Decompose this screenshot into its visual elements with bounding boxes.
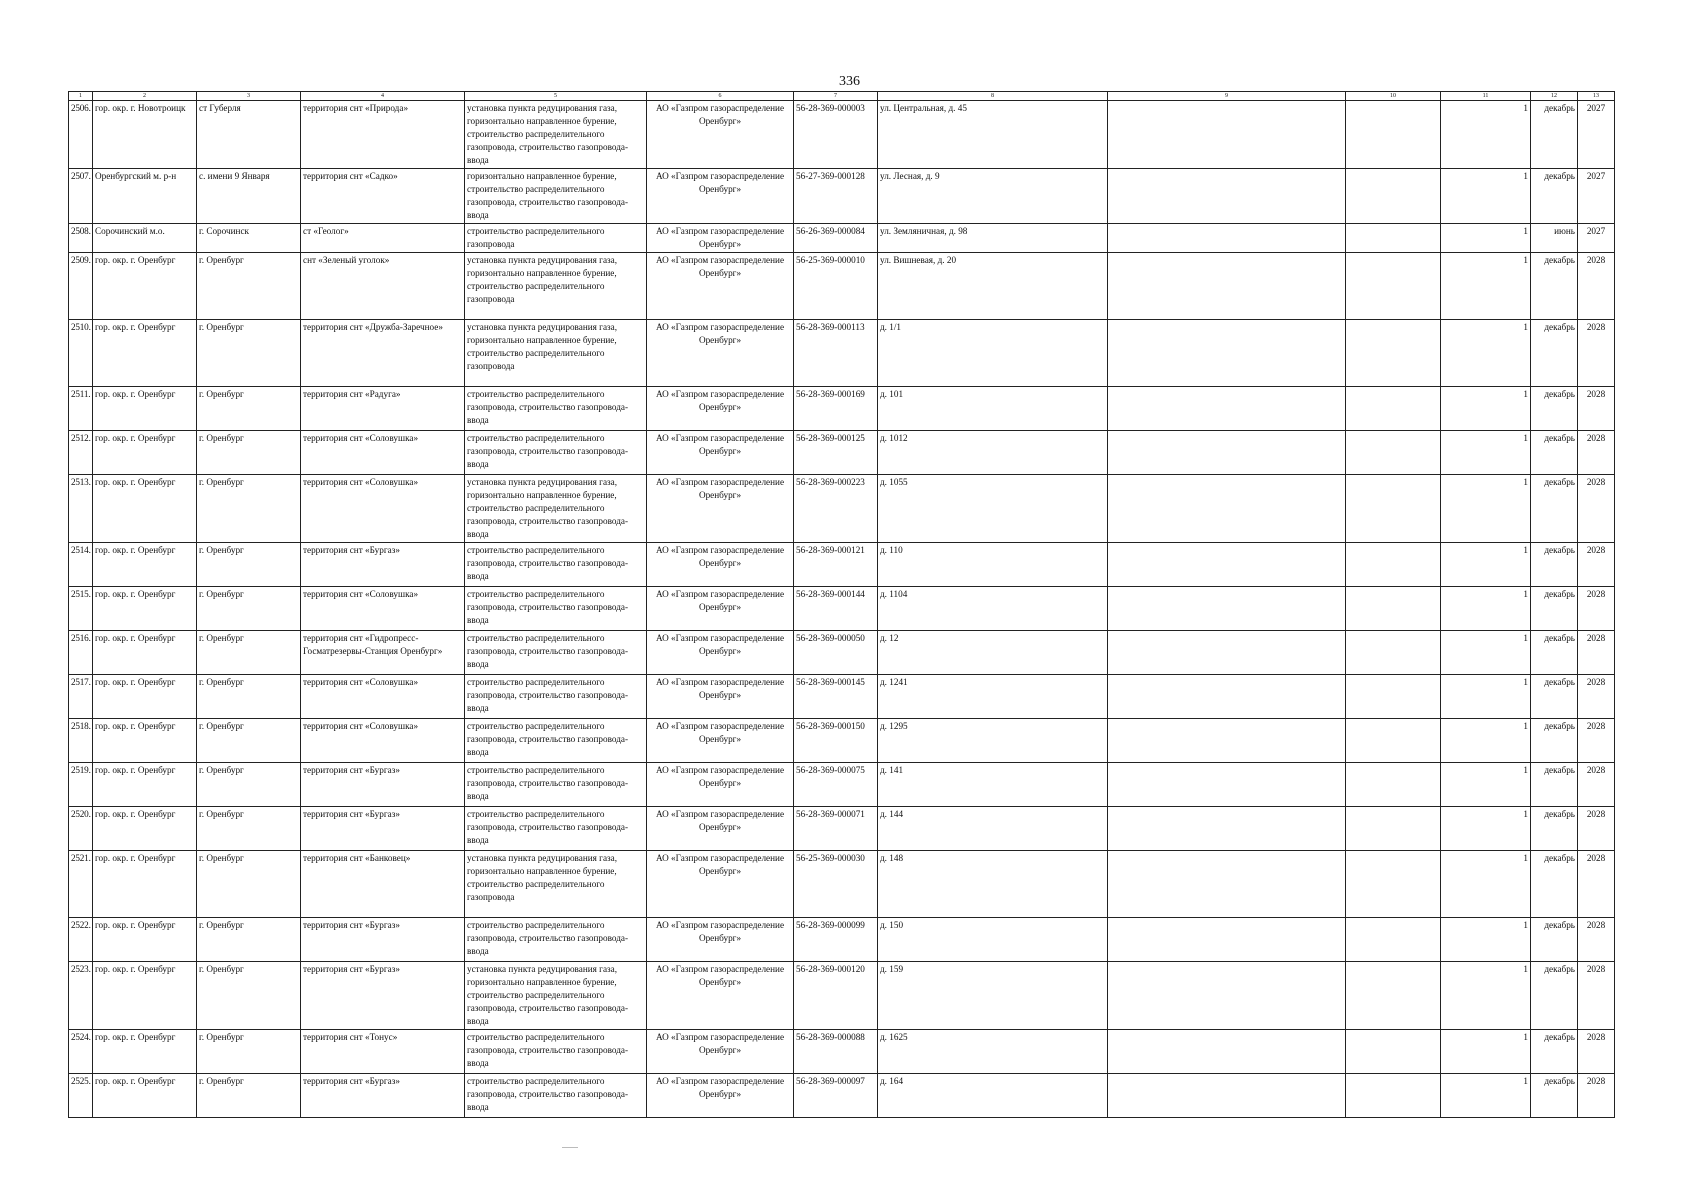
row-number: 2518.: [69, 719, 93, 763]
empty-cell: [1108, 431, 1346, 475]
table-row: [69, 631, 1615, 675]
year-cell: 2028: [1578, 1030, 1615, 1074]
quantity-cell: 1: [1441, 587, 1531, 631]
row-number: 2516.: [69, 631, 93, 675]
address-cell: ул. Лесная, д. 9: [878, 169, 1108, 224]
organization-cell: АО «Газпром газораспределение Оренбург»: [647, 719, 794, 763]
address-cell: д. 159: [878, 962, 1108, 1030]
table-row: [69, 587, 1615, 631]
work-description-cell: строительство распределительного газопровода, строительство газопровода-ввода: [465, 543, 647, 587]
row-number: 2514.: [69, 543, 93, 587]
month-cell: декабрь: [1531, 320, 1578, 387]
quantity-cell: 1: [1441, 224, 1531, 253]
empty-cell: [1108, 763, 1346, 807]
territory-cell: снт «Зеленый уголок»: [301, 253, 465, 320]
column-number: 13: [1578, 92, 1615, 101]
quantity-cell: 1: [1441, 431, 1531, 475]
column-number: 5: [465, 92, 647, 101]
empty-cell: [1108, 320, 1346, 387]
quantity-cell: 1: [1441, 631, 1531, 675]
empty-cell: [1108, 1030, 1346, 1074]
quantity-cell: 1: [1441, 1074, 1531, 1118]
year-cell: 2027: [1578, 224, 1615, 253]
work-description-cell: горизонтально направленное бурение, строительство распределительного газопровода, строительство газопровода-ввода: [465, 169, 647, 224]
empty-cell: [1346, 587, 1441, 631]
table-body: [69, 101, 1615, 1118]
table-row: [69, 719, 1615, 763]
object-code-cell: 56-28-369-000088: [794, 1030, 878, 1074]
territory-cell: территория снт «Бургаз»: [301, 1074, 465, 1118]
organization-cell: АО «Газпром газораспределение Оренбург»: [647, 1074, 794, 1118]
column-number: 11: [1441, 92, 1531, 101]
quantity-cell: 1: [1441, 320, 1531, 387]
object-code-cell: 56-28-369-000150: [794, 719, 878, 763]
district-cell: гор. окр. г. Оренбург: [93, 543, 197, 587]
empty-cell: [1346, 675, 1441, 719]
gasification-table: [68, 91, 1615, 1118]
work-description-cell: строительство распределительного газопровода, строительство газопровода-ввода: [465, 631, 647, 675]
table-row: [69, 675, 1615, 719]
work-description-cell: строительство распределительного газопровода, строительство газопровода-ввода: [465, 1030, 647, 1074]
organization-cell: АО «Газпром газораспределение Оренбург»: [647, 631, 794, 675]
object-code-cell: 56-25-369-000010: [794, 253, 878, 320]
district-cell: Сорочинский м.о.: [93, 224, 197, 253]
column-number: 10: [1346, 92, 1441, 101]
locality-cell: г. Оренбург: [197, 851, 301, 918]
territory-cell: территория снт «Радуга»: [301, 387, 465, 431]
table-row: [69, 807, 1615, 851]
work-description-cell: установка пункта редуцирования газа, горизонтально направленное бурение, строительство распределительного газопровода, строительство газопровода-ввода: [465, 962, 647, 1030]
locality-cell: г. Оренбург: [197, 587, 301, 631]
address-cell: д. 1104: [878, 587, 1108, 631]
organization-cell: АО «Газпром газораспределение Оренбург»: [647, 320, 794, 387]
address-cell: д. 1625: [878, 1030, 1108, 1074]
empty-cell: [1108, 475, 1346, 543]
locality-cell: г. Оренбург: [197, 1074, 301, 1118]
locality-cell: г. Оренбург: [197, 1030, 301, 1074]
column-number: 8: [878, 92, 1108, 101]
quantity-cell: 1: [1441, 169, 1531, 224]
object-code-cell: 56-28-369-000169: [794, 387, 878, 431]
territory-cell: территория снт «Дружба-Заречное»: [301, 320, 465, 387]
empty-cell: [1346, 763, 1441, 807]
address-cell: д. 1055: [878, 475, 1108, 543]
object-code-cell: 56-28-369-000003: [794, 101, 878, 169]
year-cell: 2028: [1578, 918, 1615, 962]
address-cell: д. 148: [878, 851, 1108, 918]
territory-cell: территория снт «Садко»: [301, 169, 465, 224]
empty-cell: [1108, 962, 1346, 1030]
table-row: [69, 101, 1615, 169]
district-cell: гор. окр. г. Оренбург: [93, 962, 197, 1030]
work-description-cell: установка пункта редуцирования газа, горизонтально направленное бурение, строительство распределительного газопровода: [465, 851, 647, 918]
table-row: [69, 543, 1615, 587]
object-code-cell: 56-28-369-000071: [794, 807, 878, 851]
quantity-cell: 1: [1441, 719, 1531, 763]
address-cell: д. 150: [878, 918, 1108, 962]
empty-cell: [1346, 475, 1441, 543]
month-cell: декабрь: [1531, 475, 1578, 543]
locality-cell: г. Оренбург: [197, 675, 301, 719]
organization-cell: АО «Газпром газораспределение Оренбург»: [647, 101, 794, 169]
empty-cell: [1108, 631, 1346, 675]
territory-cell: территория снт «Соловушка»: [301, 431, 465, 475]
row-number: 2520.: [69, 807, 93, 851]
month-cell: декабрь: [1531, 387, 1578, 431]
year-cell: 2028: [1578, 543, 1615, 587]
row-number: 2512.: [69, 431, 93, 475]
month-cell: декабрь: [1531, 543, 1578, 587]
year-cell: 2028: [1578, 387, 1615, 431]
work-description-cell: установка пункта редуцирования газа, горизонтально направленное бурение, строительство распределительного газопровода, строительство газопровода-ввода: [465, 101, 647, 169]
territory-cell: территория снт «Природа»: [301, 101, 465, 169]
row-number: 2508.: [69, 224, 93, 253]
quantity-cell: 1: [1441, 962, 1531, 1030]
month-cell: декабрь: [1531, 763, 1578, 807]
locality-cell: с. имени 9 Января: [197, 169, 301, 224]
address-cell: д. 110: [878, 543, 1108, 587]
empty-cell: [1108, 1074, 1346, 1118]
month-cell: декабрь: [1531, 807, 1578, 851]
empty-cell: [1346, 224, 1441, 253]
organization-cell: АО «Газпром газораспределение Оренбург»: [647, 253, 794, 320]
quantity-cell: 1: [1441, 1030, 1531, 1074]
locality-cell: г. Оренбург: [197, 543, 301, 587]
territory-cell: ст «Геолог»: [301, 224, 465, 253]
organization-cell: АО «Газпром газораспределение Оренбург»: [647, 543, 794, 587]
empty-cell: [1108, 587, 1346, 631]
locality-cell: г. Оренбург: [197, 962, 301, 1030]
year-cell: 2028: [1578, 431, 1615, 475]
column-number-row: [69, 92, 1615, 101]
row-number: 2509.: [69, 253, 93, 320]
organization-cell: АО «Газпром газораспределение Оренбург»: [647, 169, 794, 224]
column-number: 3: [197, 92, 301, 101]
month-cell: декабрь: [1531, 431, 1578, 475]
page-number: 336: [839, 74, 860, 89]
row-number: 2506.: [69, 101, 93, 169]
locality-cell: г. Оренбург: [197, 719, 301, 763]
empty-cell: [1346, 101, 1441, 169]
district-cell: гор. окр. г. Оренбург: [93, 475, 197, 543]
work-description-cell: строительство распределительного газопровода, строительство газопровода-ввода: [465, 807, 647, 851]
district-cell: гор. окр. г. Оренбург: [93, 851, 197, 918]
organization-cell: АО «Газпром газораспределение Оренбург»: [647, 675, 794, 719]
column-number: 2: [93, 92, 197, 101]
locality-cell: г. Оренбург: [197, 807, 301, 851]
object-code-cell: 56-28-369-000125: [794, 431, 878, 475]
month-cell: декабрь: [1531, 918, 1578, 962]
empty-cell: [1108, 675, 1346, 719]
empty-cell: [1108, 543, 1346, 587]
empty-cell: [1346, 719, 1441, 763]
table-row: [69, 1030, 1615, 1074]
territory-cell: территория снт «Соловушка»: [301, 675, 465, 719]
work-description-cell: установка пункта редуцирования газа, горизонтально направленное бурение, строительство распределительного газопровода, строительство газопровода-ввода: [465, 475, 647, 543]
locality-cell: г. Оренбург: [197, 631, 301, 675]
empty-cell: [1346, 1074, 1441, 1118]
quantity-cell: 1: [1441, 763, 1531, 807]
work-description-cell: строительство распределительного газопровода, строительство газопровода-ввода: [465, 918, 647, 962]
object-code-cell: 56-28-369-000120: [794, 962, 878, 1030]
quantity-cell: 1: [1441, 807, 1531, 851]
address-cell: д. 144: [878, 807, 1108, 851]
empty-cell: [1346, 1030, 1441, 1074]
organization-cell: АО «Газпром газораспределение Оренбург»: [647, 431, 794, 475]
quantity-cell: 1: [1441, 475, 1531, 543]
district-cell: гор. окр. г. Оренбург: [93, 587, 197, 631]
year-cell: 2028: [1578, 475, 1615, 543]
table-row: [69, 431, 1615, 475]
empty-cell: [1346, 169, 1441, 224]
empty-cell: [1346, 253, 1441, 320]
territory-cell: территория снт «Бургаз»: [301, 807, 465, 851]
year-cell: 2027: [1578, 101, 1615, 169]
address-cell: д. 164: [878, 1074, 1108, 1118]
territory-cell: территория снт «Тонус»: [301, 1030, 465, 1074]
row-number: 2521.: [69, 851, 93, 918]
table-row: [69, 253, 1615, 320]
column-number: 7: [794, 92, 878, 101]
work-description-cell: строительство распределительного газопровода, строительство газопровода-ввода: [465, 719, 647, 763]
object-code-cell: 56-28-369-000223: [794, 475, 878, 543]
year-cell: 2028: [1578, 675, 1615, 719]
month-cell: декабрь: [1531, 253, 1578, 320]
district-cell: гор. окр. г. Оренбург: [93, 918, 197, 962]
object-code-cell: 56-28-369-000145: [794, 675, 878, 719]
district-cell: гор. окр. г. Оренбург: [93, 631, 197, 675]
year-cell: 2028: [1578, 320, 1615, 387]
quantity-cell: 1: [1441, 675, 1531, 719]
empty-cell: [1346, 918, 1441, 962]
district-cell: гор. окр. г. Оренбург: [93, 675, 197, 719]
table-row: [69, 475, 1615, 543]
district-cell: гор. окр. г. Оренбург: [93, 763, 197, 807]
work-description-cell: установка пункта редуцирования газа, горизонтально направленное бурение, строительство распределительного газопровода: [465, 253, 647, 320]
empty-cell: [1108, 851, 1346, 918]
row-number: 2525.: [69, 1074, 93, 1118]
empty-cell: [1346, 543, 1441, 587]
quantity-cell: 1: [1441, 101, 1531, 169]
locality-cell: г. Сорочинск: [197, 224, 301, 253]
object-code-cell: 56-28-369-000075: [794, 763, 878, 807]
organization-cell: АО «Газпром газораспределение Оренбург»: [647, 918, 794, 962]
month-cell: декабрь: [1531, 1030, 1578, 1074]
locality-cell: г. Оренбург: [197, 763, 301, 807]
year-cell: 2028: [1578, 253, 1615, 320]
row-number: 2524.: [69, 1030, 93, 1074]
month-cell: декабрь: [1531, 719, 1578, 763]
locality-cell: г. Оренбург: [197, 253, 301, 320]
row-number: 2515.: [69, 587, 93, 631]
month-cell: декабрь: [1531, 587, 1578, 631]
territory-cell: территория снт «Бургаз»: [301, 918, 465, 962]
work-description-cell: установка пункта редуцирования газа, горизонтально направленное бурение, строительство распределительного газопровода: [465, 320, 647, 387]
table-row: [69, 763, 1615, 807]
quantity-cell: 1: [1441, 387, 1531, 431]
address-cell: ул. Центральная, д. 45: [878, 101, 1108, 169]
year-cell: 2027: [1578, 169, 1615, 224]
territory-cell: территория снт «Бургаз»: [301, 962, 465, 1030]
month-cell: декабрь: [1531, 851, 1578, 918]
territory-cell: территория снт «Соловушка»: [301, 475, 465, 543]
month-cell: декабрь: [1531, 1074, 1578, 1118]
territory-cell: территория снт «Бургаз»: [301, 543, 465, 587]
row-number: 2507.: [69, 169, 93, 224]
district-cell: гор. окр. г. Оренбург: [93, 431, 197, 475]
district-cell: гор. окр. г. Оренбург: [93, 719, 197, 763]
work-description-cell: строительство распределительного газопровода, строительство газопровода-ввода: [465, 675, 647, 719]
organization-cell: АО «Газпром газораспределение Оренбург»: [647, 807, 794, 851]
territory-cell: территория снт «Бургаз»: [301, 763, 465, 807]
month-cell: декабрь: [1531, 101, 1578, 169]
locality-cell: г. Оренбург: [197, 320, 301, 387]
object-code-cell: 56-28-369-000121: [794, 543, 878, 587]
locality-cell: ст Губерля: [197, 101, 301, 169]
year-cell: 2028: [1578, 851, 1615, 918]
empty-cell: [1108, 169, 1346, 224]
address-cell: д. 12: [878, 631, 1108, 675]
locality-cell: г. Оренбург: [197, 431, 301, 475]
table-row: [69, 320, 1615, 387]
address-cell: д. 141: [878, 763, 1108, 807]
territory-cell: территория снт «Соловушка»: [301, 587, 465, 631]
row-number: 2517.: [69, 675, 93, 719]
column-number: 4: [301, 92, 465, 101]
address-cell: ул. Земляничная, д. 98: [878, 224, 1108, 253]
object-code-cell: 56-26-369-000084: [794, 224, 878, 253]
month-cell: декабрь: [1531, 675, 1578, 719]
quantity-cell: 1: [1441, 918, 1531, 962]
column-number: 6: [647, 92, 794, 101]
row-number: 2519.: [69, 763, 93, 807]
table-row: [69, 169, 1615, 224]
organization-cell: АО «Газпром газораспределение Оренбург»: [647, 224, 794, 253]
object-code-cell: 56-28-369-000097: [794, 1074, 878, 1118]
table-row: [69, 962, 1615, 1030]
year-cell: 2028: [1578, 1074, 1615, 1118]
district-cell: гор. окр. г. Оренбург: [93, 1074, 197, 1118]
object-code-cell: 56-25-369-000030: [794, 851, 878, 918]
year-cell: 2028: [1578, 631, 1615, 675]
table-row: [69, 851, 1615, 918]
locality-cell: г. Оренбург: [197, 475, 301, 543]
address-cell: д. 101: [878, 387, 1108, 431]
table-row: [69, 224, 1615, 253]
object-code-cell: 56-27-369-000128: [794, 169, 878, 224]
district-cell: Оренбургский м. р-н: [93, 169, 197, 224]
quantity-cell: 1: [1441, 253, 1531, 320]
empty-cell: [1346, 387, 1441, 431]
table-row: [69, 1074, 1615, 1118]
row-number: 2510.: [69, 320, 93, 387]
empty-cell: [1108, 101, 1346, 169]
table-row: [69, 918, 1615, 962]
work-description-cell: строительство распределительного газопровода: [465, 224, 647, 253]
empty-cell: [1346, 807, 1441, 851]
year-cell: 2028: [1578, 719, 1615, 763]
row-number: 2513.: [69, 475, 93, 543]
empty-cell: [1346, 962, 1441, 1030]
district-cell: гор. окр. г. Оренбург: [93, 387, 197, 431]
empty-cell: [1346, 851, 1441, 918]
column-number: 9: [1108, 92, 1346, 101]
year-cell: 2028: [1578, 962, 1615, 1030]
month-cell: декабрь: [1531, 631, 1578, 675]
work-description-cell: строительство распределительного газопровода, строительство газопровода-ввода: [465, 387, 647, 431]
address-cell: д. 1/1: [878, 320, 1108, 387]
territory-cell: территория снт «Соловушка»: [301, 719, 465, 763]
row-number: 2523.: [69, 962, 93, 1030]
year-cell: 2028: [1578, 807, 1615, 851]
column-number: 12: [1531, 92, 1578, 101]
month-cell: декабрь: [1531, 169, 1578, 224]
empty-cell: [1108, 918, 1346, 962]
object-code-cell: 56-28-369-000050: [794, 631, 878, 675]
locality-cell: г. Оренбург: [197, 918, 301, 962]
table-row: [69, 387, 1615, 431]
work-description-cell: строительство распределительного газопровода, строительство газопровода-ввода: [465, 763, 647, 807]
column-number: 1: [69, 92, 93, 101]
district-cell: гор. окр. г. Оренбург: [93, 253, 197, 320]
organization-cell: АО «Газпром газораспределение Оренбург»: [647, 763, 794, 807]
month-cell: декабрь: [1531, 962, 1578, 1030]
address-cell: д. 1295: [878, 719, 1108, 763]
organization-cell: АО «Газпром газораспределение Оренбург»: [647, 387, 794, 431]
work-description-cell: строительство распределительного газопровода, строительство газопровода-ввода: [465, 431, 647, 475]
quantity-cell: 1: [1441, 543, 1531, 587]
address-cell: д. 1012: [878, 431, 1108, 475]
footer-mark: [562, 1147, 578, 1148]
month-cell: июнь: [1531, 224, 1578, 253]
organization-cell: АО «Газпром газораспределение Оренбург»: [647, 851, 794, 918]
territory-cell: территория снт «Банковец»: [301, 851, 465, 918]
object-code-cell: 56-28-369-000113: [794, 320, 878, 387]
row-number: 2522.: [69, 918, 93, 962]
row-number: 2511.: [69, 387, 93, 431]
territory-cell: территория снт «Гидропресс-Госматрезервы-Станция Оренбург»: [301, 631, 465, 675]
year-cell: 2028: [1578, 587, 1615, 631]
district-cell: гор. окр. г. Оренбург: [93, 1030, 197, 1074]
quantity-cell: 1: [1441, 851, 1531, 918]
year-cell: 2028: [1578, 763, 1615, 807]
organization-cell: АО «Газпром газораспределение Оренбург»: [647, 1030, 794, 1074]
locality-cell: г. Оренбург: [197, 387, 301, 431]
work-description-cell: строительство распределительного газопровода, строительство газопровода-ввода: [465, 1074, 647, 1118]
work-description-cell: строительство распределительного газопровода, строительство газопровода-ввода: [465, 587, 647, 631]
empty-cell: [1108, 387, 1346, 431]
organization-cell: АО «Газпром газораспределение Оренбург»: [647, 587, 794, 631]
object-code-cell: 56-28-369-000099: [794, 918, 878, 962]
district-cell: гор. окр. г. Оренбург: [93, 807, 197, 851]
empty-cell: [1108, 253, 1346, 320]
empty-cell: [1108, 719, 1346, 763]
organization-cell: АО «Газпром газораспределение Оренбург»: [647, 962, 794, 1030]
object-code-cell: 56-28-369-000144: [794, 587, 878, 631]
organization-cell: АО «Газпром газораспределение Оренбург»: [647, 475, 794, 543]
address-cell: ул. Вишневая, д. 20: [878, 253, 1108, 320]
district-cell: гор. окр. г. Оренбург: [93, 320, 197, 387]
empty-cell: [1108, 807, 1346, 851]
empty-cell: [1346, 631, 1441, 675]
address-cell: д. 1241: [878, 675, 1108, 719]
empty-cell: [1346, 320, 1441, 387]
empty-cell: [1346, 431, 1441, 475]
district-cell: гор. окр. г. Новотроицк: [93, 101, 197, 169]
empty-cell: [1108, 224, 1346, 253]
